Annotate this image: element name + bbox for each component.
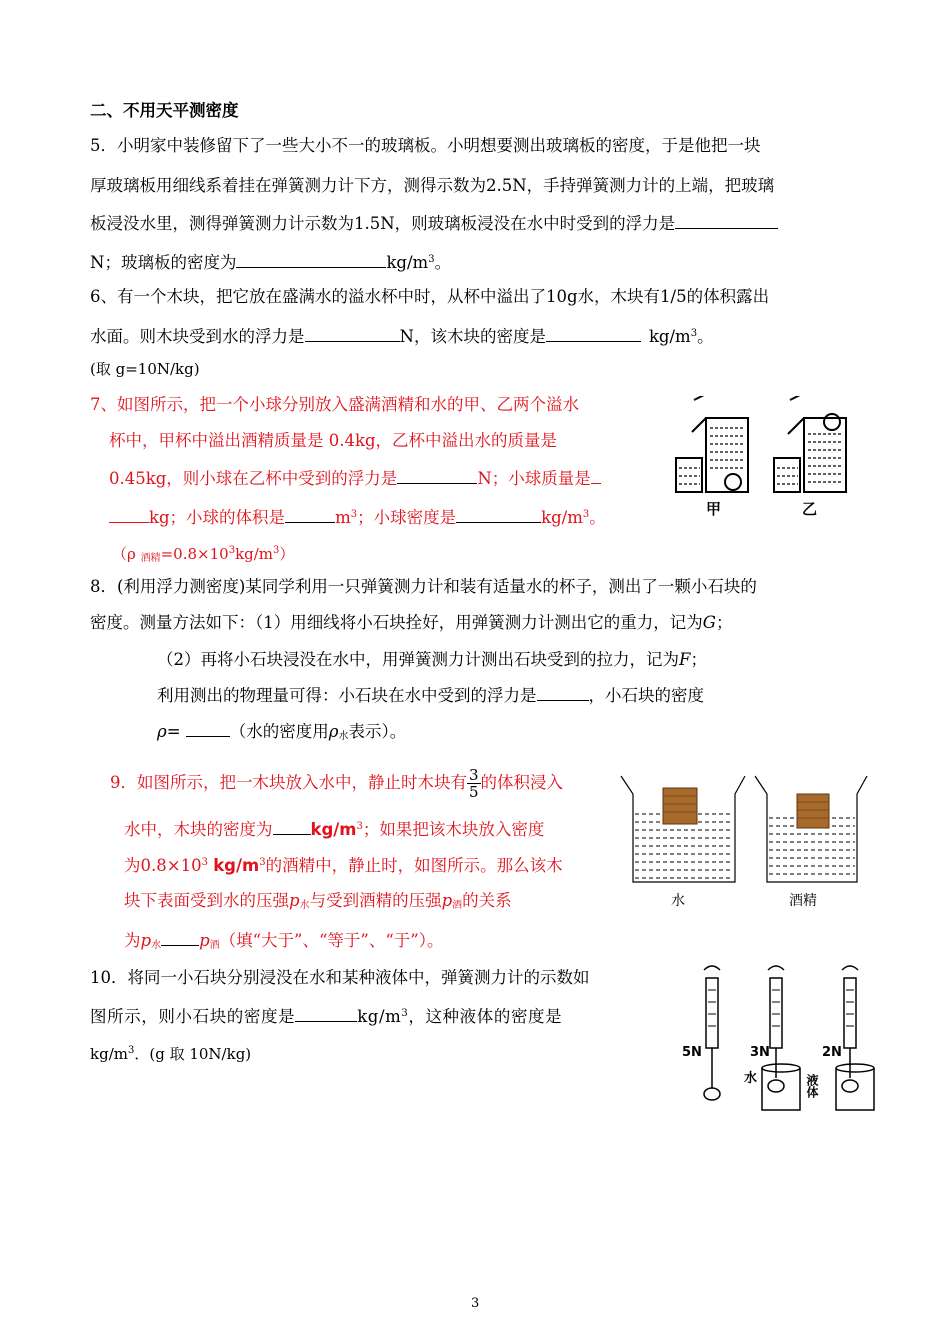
scale-reading-3: 2N bbox=[822, 1045, 842, 1060]
q10-line1: 10．将同一小石块分别浸没在水和某种液体中，弹簧测力计的示数如 bbox=[90, 968, 590, 987]
q8-line3: （2）再将小石块浸没在水中，用弹簧测力计测出石块受到的拉力，记为F； bbox=[157, 650, 707, 669]
scale-reading-1: 5N bbox=[682, 1045, 702, 1060]
answer-blank[interactable] bbox=[285, 506, 335, 523]
answer-blank[interactable] bbox=[537, 684, 589, 701]
q7-line3: 0.45kg，则小球在乙杯中受到的浮力是 N；小球质量是 bbox=[109, 467, 601, 490]
q8-line1: 8．(利用浮力测密度)某同学利用一只弹簧测力计和装有适量水的杯子，测出了一颗小石块的 bbox=[90, 577, 757, 596]
q7-line2: 杯中，甲杯中溢出酒精质量是 0.4kg，乙杯中溢出水的质量是 bbox=[109, 431, 558, 450]
fig-label-liquid: 液体 bbox=[805, 1074, 819, 1098]
q10-line3: $kg/m^3$．(g 取 10N/kg) bbox=[90, 1045, 252, 1063]
answer-blank[interactable] bbox=[456, 506, 541, 523]
q5-line4: N；玻璃板的密度为 $kg/m^3$。 bbox=[90, 253, 452, 272]
fig-label-jia: 甲 bbox=[706, 500, 722, 518]
answer-blank[interactable] bbox=[186, 720, 230, 737]
q7-line1: 7、如图所示，把一个小球分别放入盛满酒精和水的甲、乙两个溢水 bbox=[90, 395, 579, 414]
answer-blank[interactable] bbox=[546, 325, 641, 342]
answer-blank[interactable] bbox=[675, 212, 778, 229]
answer-blank[interactable] bbox=[109, 506, 149, 523]
q9-line4: 块下表面受到水的压强$p_水$与受到酒精的压强$p_酒$的关系 bbox=[124, 891, 512, 911]
q6-line2: 水面。则木块受到水的浮力是 N，该木块的密度是 $kg/m^3$。 bbox=[90, 327, 714, 346]
scale-reading-2: 3N bbox=[750, 1045, 770, 1060]
q9-line2: 水中，木块的密度为 $kg/m^3$；如果把该木块放入密度 bbox=[124, 820, 545, 839]
answer-blank[interactable] bbox=[161, 929, 199, 946]
answer-blank[interactable] bbox=[236, 251, 386, 268]
q9-line1: 9．如图所示，把一木块放入水中，静止时木块有 $\frac{3}{5}$ 的体积浸入 bbox=[110, 766, 564, 801]
q6-line3: (取 g=10N/kg) bbox=[90, 360, 200, 378]
q10-line2: 图所示，则小石块的密度是 $kg/m^3$，这种液体的密度是 bbox=[90, 1007, 563, 1026]
q9-line5: 为$p_水$ $p_酒$（填“大于”、“等于”、“于”）。 bbox=[124, 931, 444, 951]
answer-blank[interactable] bbox=[591, 467, 601, 484]
q8-line5: ρ= （水的密度用$\rho_水$表示）。 bbox=[157, 722, 407, 742]
answer-blank[interactable] bbox=[273, 818, 311, 835]
q8-line2: 密度。测量方法如下：（1）用细线将小石块拴好，用弹簧测力计测出它的重力，记为G； bbox=[90, 613, 733, 632]
answer-blank[interactable] bbox=[305, 325, 400, 342]
q5-line1: 5．小明家中装修留下了一些大小不一的玻璃板。小明想要测出玻璃板的密度，于是他把一块 bbox=[90, 136, 761, 155]
section-title: 二、不用天平测密度 bbox=[90, 101, 239, 120]
fraction-three-fifths: $\frac{3}{5}$ bbox=[469, 766, 479, 801]
q7-line4: kg；小球的体积是 $m^3$；小球密度是 $kg/m^3$。 bbox=[109, 504, 606, 529]
wood-block-beakers-figure bbox=[615, 772, 875, 914]
page-number: 3 bbox=[471, 1296, 480, 1311]
wood-block-alcohol bbox=[797, 794, 829, 828]
fig-label-alcohol: 酒精 bbox=[789, 893, 817, 909]
wood-block-water bbox=[663, 788, 697, 824]
q5-line3: 板浸没水里，测得弹簧测力计示数为1.5N，则玻璃板浸没在水中时受到的浮力是 bbox=[90, 212, 778, 235]
answer-blank[interactable] bbox=[397, 467, 477, 484]
fig-label-water: 水 bbox=[671, 893, 685, 909]
q9-line3: 为$0.8\times 10^3$ $kg/m^3$的酒精中，静止时，如图所示。那么该木 bbox=[124, 856, 563, 875]
overflow-cups-figure bbox=[670, 396, 860, 521]
spring-scale-figure bbox=[678, 960, 888, 1120]
fig-label-yi: 乙 bbox=[802, 500, 818, 518]
fig-label-water: 水 bbox=[744, 1071, 758, 1086]
answer-blank[interactable] bbox=[295, 1005, 357, 1022]
q8-line4: 利用测出的物理量可得：小石块在水中受到的浮力是 ，小石块的密度 bbox=[157, 686, 704, 705]
q6-line1: 6、有一个木块，把它放在盛满水的溢水杯中时，从杯中溢出了10g水，木块有1/5的体积露出 bbox=[90, 287, 770, 306]
q5-line2: 厚玻璃板用细线系着挂在弹簧测力计下方，测得示数为2.5N，手持弹簧测力计的上端，把玻璃 bbox=[90, 176, 775, 195]
q7-line5: （ρ $_{酒精}=0.8\times 10^3kg/m^3$） bbox=[112, 545, 295, 564]
